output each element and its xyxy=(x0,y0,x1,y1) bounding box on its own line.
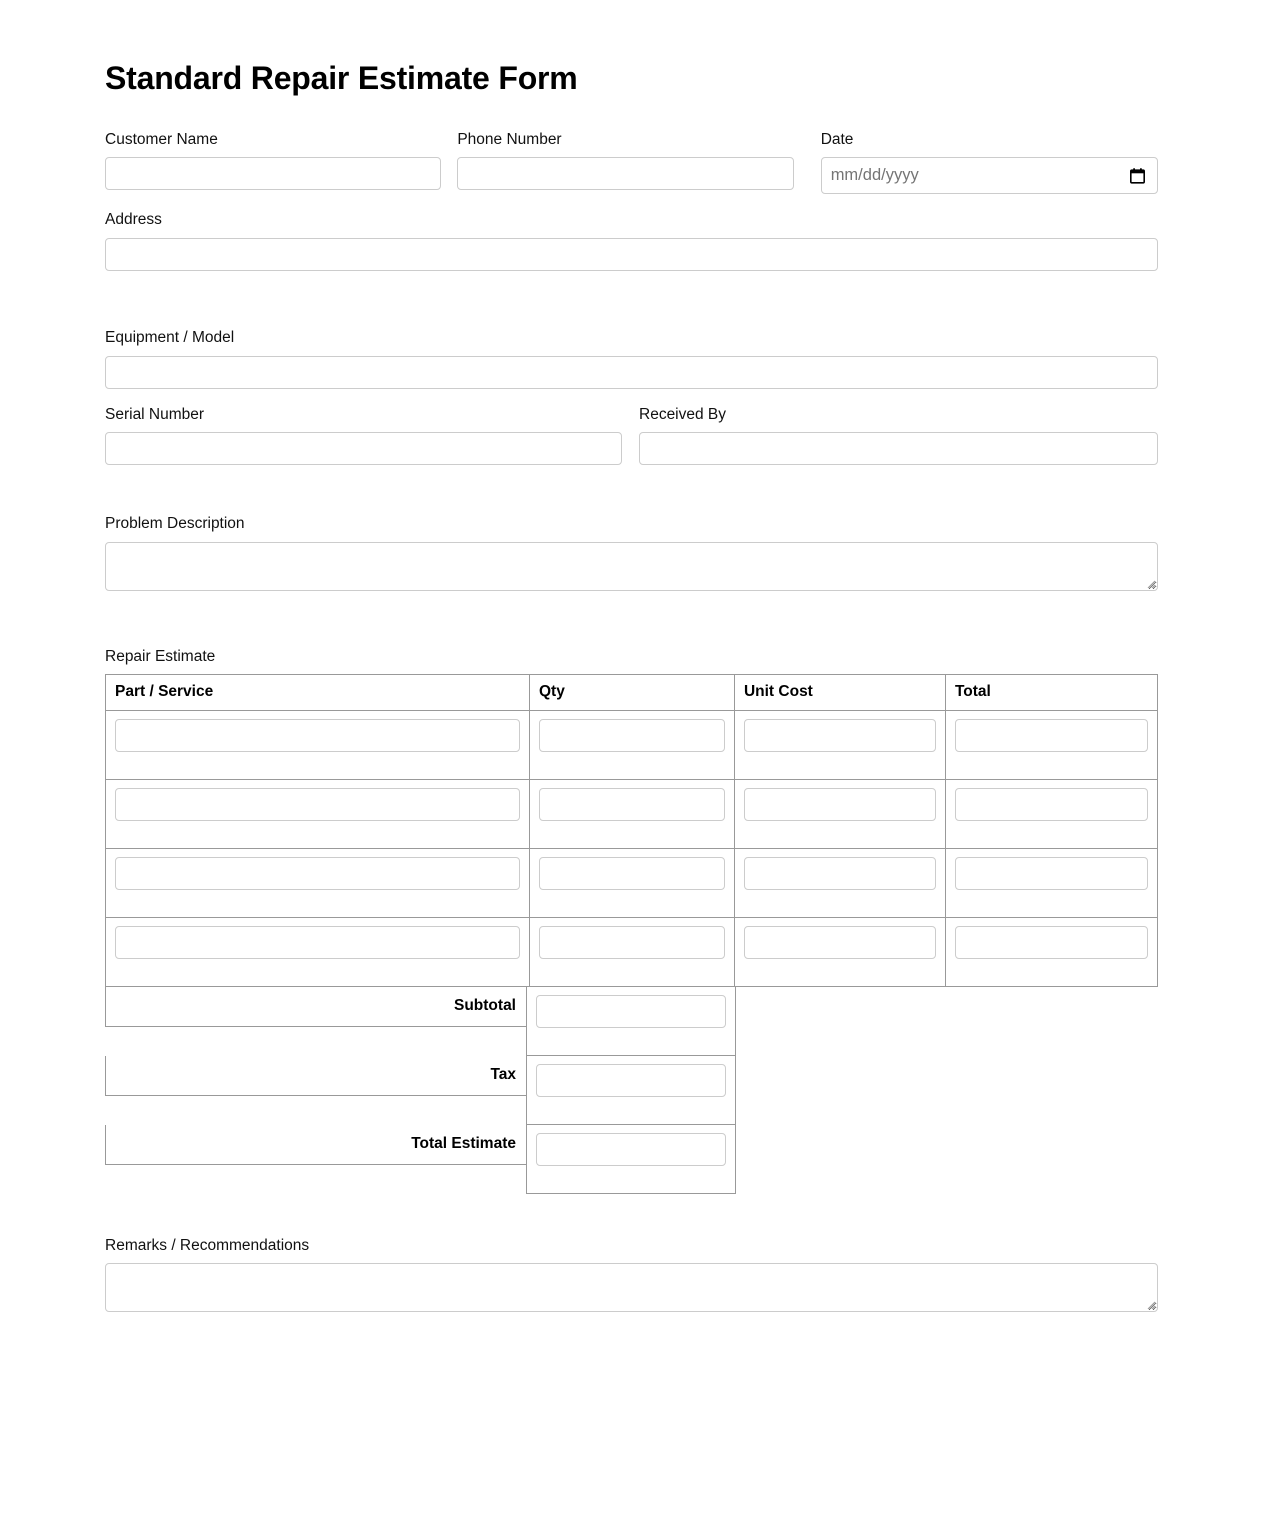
qty-input-row-3[interactable] xyxy=(539,857,725,890)
remarks-field-group xyxy=(105,1237,1158,1313)
total-input-row-4[interactable] xyxy=(955,926,1148,959)
customer-name-label: Customer Name xyxy=(105,130,218,148)
address-input[interactable] xyxy=(105,238,1158,271)
cell-part-service xyxy=(106,848,530,917)
tax-input[interactable] xyxy=(536,1064,726,1097)
cell-qty xyxy=(530,917,735,986)
subtotal-value-cell xyxy=(526,987,736,1056)
phone-number-field-group xyxy=(457,131,793,195)
cell-qty xyxy=(530,779,735,848)
qty-input-row-1[interactable] xyxy=(539,719,725,752)
cell-part-service xyxy=(106,710,530,779)
received-by-field-group xyxy=(639,406,1158,466)
repair-estimate-section xyxy=(105,648,1158,1194)
unit-cost-input-row-1[interactable] xyxy=(744,719,936,752)
cell-total xyxy=(945,779,1157,848)
total-input-row-2[interactable] xyxy=(955,788,1148,821)
date-input-wrapper xyxy=(821,157,1158,194)
serial-received-row xyxy=(105,406,1158,466)
total-estimate-label: Total Estimate xyxy=(105,1125,527,1165)
remarks-textarea[interactable] xyxy=(105,1263,1158,1312)
cell-unit-cost xyxy=(734,848,945,917)
part-service-input-row-1[interactable] xyxy=(115,719,520,752)
cell-unit-cost xyxy=(734,779,945,848)
qty-input-row-4[interactable] xyxy=(539,926,725,959)
estimate-table-head xyxy=(106,674,1158,710)
tax-value-cell xyxy=(526,1056,736,1125)
table-row xyxy=(106,917,1158,986)
total-estimate-value-cell xyxy=(526,1125,736,1194)
cell-qty xyxy=(530,848,735,917)
column-header-part-service: Part / Service xyxy=(106,674,530,710)
tax-label: Tax xyxy=(105,1056,527,1096)
part-service-input-row-4[interactable] xyxy=(115,926,520,959)
column-header-total: Total xyxy=(945,674,1157,710)
subtotal-label: Subtotal xyxy=(105,987,527,1027)
phone-number-label: Phone Number xyxy=(457,130,562,148)
subtotal-input[interactable] xyxy=(536,995,726,1028)
cell-unit-cost xyxy=(734,710,945,779)
unit-cost-input-row-4[interactable] xyxy=(744,926,936,959)
cell-part-service xyxy=(106,779,530,848)
cell-part-service xyxy=(106,917,530,986)
serial-number-label: Serial Number xyxy=(105,405,205,423)
problem-description-field-group xyxy=(105,515,1158,591)
qty-input-row-2[interactable] xyxy=(539,788,725,821)
estimate-table-body xyxy=(106,710,1158,986)
cell-unit-cost xyxy=(734,917,945,986)
address-field-group xyxy=(105,211,1158,271)
table-row xyxy=(106,848,1158,917)
cell-qty xyxy=(530,710,735,779)
unit-cost-input-row-3[interactable] xyxy=(744,857,936,890)
part-service-input-row-2[interactable] xyxy=(115,788,520,821)
total-input-row-3[interactable] xyxy=(955,857,1148,890)
customer-name-field-group xyxy=(105,131,441,195)
problem-description-textarea[interactable] xyxy=(105,542,1158,591)
date-field-group xyxy=(821,131,1158,195)
problem-description-label: Problem Description xyxy=(105,515,245,533)
part-service-input-row-3[interactable] xyxy=(115,857,520,890)
table-row xyxy=(106,710,1158,779)
equipment-model-input[interactable] xyxy=(105,356,1158,389)
column-header-unit-cost: Unit Cost xyxy=(734,674,945,710)
estimate-header-row xyxy=(106,674,1158,710)
serial-number-input[interactable] xyxy=(105,432,622,465)
repair-estimate-label: Repair Estimate xyxy=(105,647,216,665)
remarks-label: Remarks / Recommendations xyxy=(105,1236,310,1254)
phone-number-input[interactable] xyxy=(457,157,793,190)
total-input-row-1[interactable] xyxy=(955,719,1148,752)
customer-name-input[interactable] xyxy=(105,157,441,190)
received-by-input[interactable] xyxy=(639,432,1158,465)
problem-description-wrapper xyxy=(105,542,1158,591)
table-row xyxy=(106,779,1158,848)
estimate-summary xyxy=(105,987,1158,1194)
equipment-model-field-group xyxy=(105,329,1158,389)
page-title: Standard Repair Estimate Form xyxy=(105,60,578,96)
unit-cost-input-row-2[interactable] xyxy=(744,788,936,821)
equipment-model-label: Equipment / Model xyxy=(105,328,235,346)
customer-info-row xyxy=(105,131,1158,195)
cell-total xyxy=(945,710,1157,779)
received-by-label: Received By xyxy=(639,405,727,423)
cell-total xyxy=(945,848,1157,917)
date-input[interactable] xyxy=(821,157,1158,194)
remarks-wrapper xyxy=(105,1263,1158,1312)
serial-number-field-group xyxy=(105,406,622,466)
cell-total xyxy=(945,917,1157,986)
column-header-qty: Qty xyxy=(530,674,735,710)
date-label: Date xyxy=(820,130,854,148)
address-label: Address xyxy=(105,211,162,229)
total-estimate-input[interactable] xyxy=(536,1133,726,1166)
repair-estimate-table xyxy=(105,674,1158,987)
